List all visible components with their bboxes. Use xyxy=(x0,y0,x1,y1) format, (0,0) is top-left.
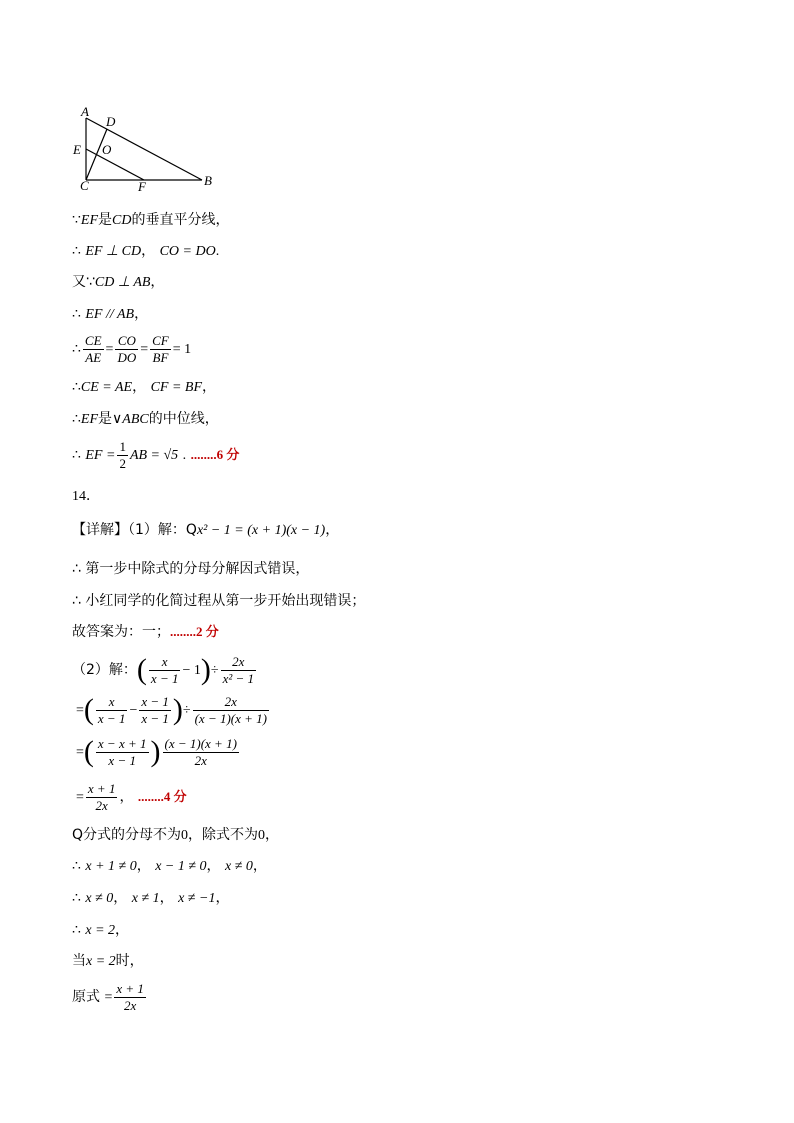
detail-line-2: ∴ 第一步中除式的分母分解因式错误， xyxy=(72,561,310,577)
label-F: F xyxy=(138,179,146,194)
proof-line-3: 又∵CD ⊥ AB， xyxy=(72,274,165,290)
score-6: ........6 分 xyxy=(190,447,240,462)
part2-line-3: =( $\frac{x - x + 1}{x - 1}$ ) $\frac{(x - 1)(x + 1)}{2x}$ xyxy=(76,735,237,768)
question-number: 14． xyxy=(72,489,100,504)
part2-line-1: （2）解：( $\frac{x}{x - 1}$ − 1)÷ $\frac{2x}{\text{x² − 1}}$ xyxy=(72,653,255,686)
proof-line-6: ∴CE = AE， CF = BF， xyxy=(72,379,217,395)
label-O: O xyxy=(102,142,112,157)
condition-line-3: ∴ x ≠ 0， x ≠ 1， x ≠ −1， xyxy=(72,890,230,906)
label-D: D xyxy=(106,114,116,129)
label-B: B xyxy=(204,173,212,188)
detail-line-1: 【详解】（1）解：Qx² − 1 = (x + 1)(x − 1)， xyxy=(72,522,340,538)
condition-line-5: 当x = 2时， xyxy=(72,953,144,969)
condition-line-6: 原式 = $\frac{x + 1}{2x}$ xyxy=(72,980,144,1013)
triangle-figure xyxy=(70,104,230,194)
label-C: C xyxy=(80,178,89,193)
score-4: ........4 分 xyxy=(137,789,187,804)
score-2: ........2 分 xyxy=(170,624,219,639)
proof-line-5: ∴ $\frac{CE}{AE}$ = $\frac{CO}{DO}$ = $\frac{CF}{BF}$ = 1 xyxy=(72,332,192,365)
proof-line-4: ∴ EF // AB， xyxy=(72,306,149,322)
proof-line-8: ∴ EF = $\frac{1}{2}$ AB = √5 . ........6 分 xyxy=(72,438,240,471)
proof-line-7: ∴EF是∨ABC的中位线， xyxy=(72,411,219,427)
detail-line-3: ∴ 小红同学的化简过程从第一步开始出现错误； xyxy=(72,593,366,609)
condition-line-1: Q分式的分母不为0，除式不为0， xyxy=(72,827,280,843)
proof-line-1: ∵EF是CD的垂直平分线， xyxy=(72,212,230,228)
part2-line-2: =( $\frac{x}{x - 1}$ − $\frac{x - 1}{x - 1}$ )÷ $\frac{2x}{(x - 1)(x + 1)}$ xyxy=(76,693,267,726)
condition-line-4: ∴ x = 2， xyxy=(72,922,130,938)
condition-line-2: ∴ x + 1 ≠ 0， x − 1 ≠ 0， x ≠ 0， xyxy=(72,858,267,874)
detail-line-4: 故答案为：一；........2 分 xyxy=(72,624,219,640)
proof-line-2: ∴ EF ⊥ CD， CO = DO. xyxy=(72,243,220,259)
label-E: E xyxy=(73,142,81,157)
part2-line-4: = $\frac{x + 1}{2x}$ ， ........4 分 xyxy=(76,780,187,813)
label-A: A xyxy=(81,104,89,119)
